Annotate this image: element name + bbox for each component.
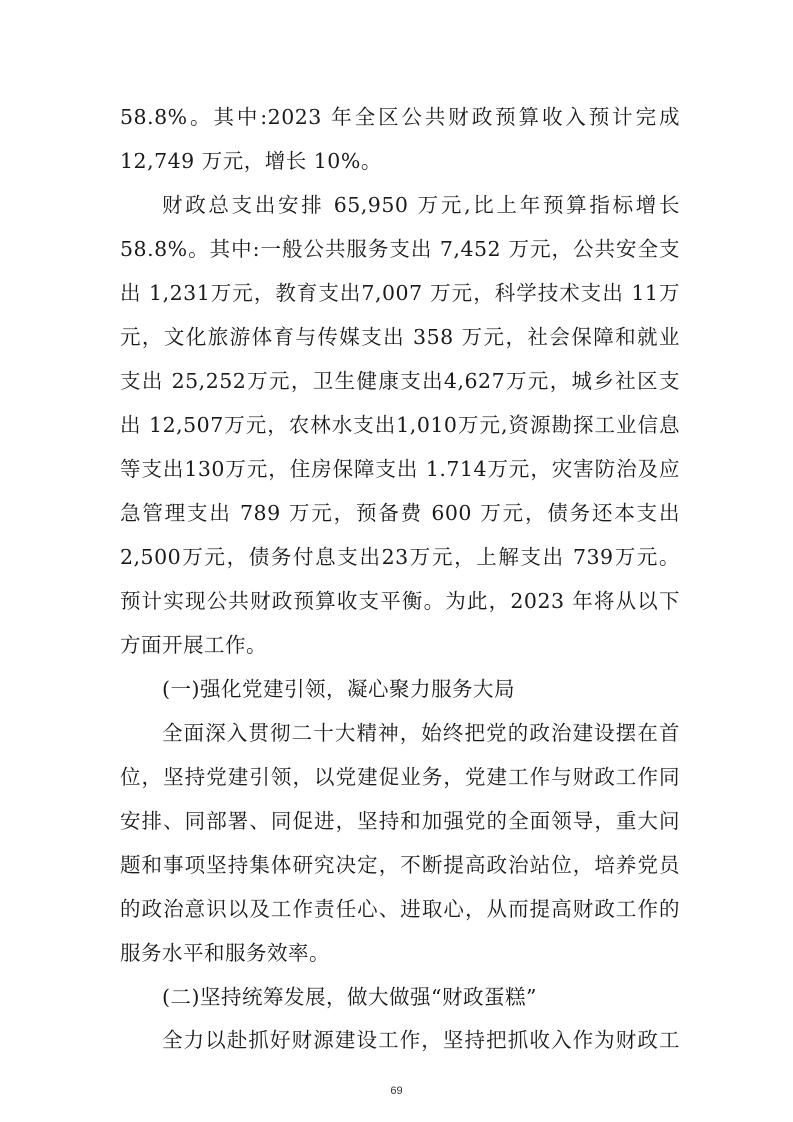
body-text-line: 安排、同部署、同促进，坚持和加强党的全面领导，重大问: [120, 809, 680, 833]
body-text-line: 58.8%。其中:一般公共服务支出 7,452 万元，公共安全支: [120, 237, 680, 261]
body-text-line: 出 12,507万元，农林水支出1,010万元,资源勘探工业信息: [120, 413, 680, 437]
body-text-line: 支出 25,252万元，卫生健康支出4,627万元，城乡社区支: [120, 369, 680, 393]
body-text-line: 急管理支出 789 万元，预备费 600 万元，债务还本支出: [120, 501, 680, 525]
body-text-line: 12,749 万元，增长 10%。: [120, 149, 382, 173]
body-text-line: 服务水平和服务效率。: [120, 941, 330, 965]
body-text-line: 元，文化旅游体育与传媒支出 358 万元，社会保障和就业: [120, 325, 680, 349]
body-text-line: 2,500万元，债务付息支出23万元，上解支出 739万元。: [120, 545, 680, 569]
body-text-line: 58.8%。其中:2023 年全区公共财政预算收入预计完成: [120, 105, 680, 129]
paragraph-first-line: 财政总支出安排 65,950 万元,比上年预算指标增长: [162, 193, 680, 217]
body-text-line: 等支出130万元，住房保障支出 1.714万元，灾害防治及应: [120, 457, 680, 481]
paragraph-first-line: 全力以赴抓好财源建设工作，坚持把抓收入作为财政工: [162, 1028, 680, 1052]
section-heading-1: (一)强化党建引领，凝心聚力服务大局: [162, 677, 515, 701]
paragraph-first-line: 全面深入贯彻二十大精神，始终把党的政治建设摆在首: [162, 721, 680, 745]
page-number: 69: [390, 1085, 403, 1097]
body-text-line: 位，坚持党建引领，以党建促业务，党建工作与财政工作同: [120, 765, 680, 789]
body-text-line: 方面开展工作。: [120, 633, 267, 657]
body-text-line: 预计实现公共财政预算收支平衡。为此，2023 年将从以下: [120, 589, 680, 613]
section-heading-2: (二)坚持统筹发展，做大做强“财政蛋糕”: [162, 985, 537, 1009]
body-text-line: 出 1,231万元，教育支出7,007 万元，科学技术支出 11万: [120, 281, 680, 305]
body-text-line: 题和事项坚持集体研究决定，不断提高政治站位，培养党员: [120, 853, 680, 877]
body-text-line: 的政治意识以及工作责任心、进取心，从而提高财政工作的: [120, 897, 680, 921]
